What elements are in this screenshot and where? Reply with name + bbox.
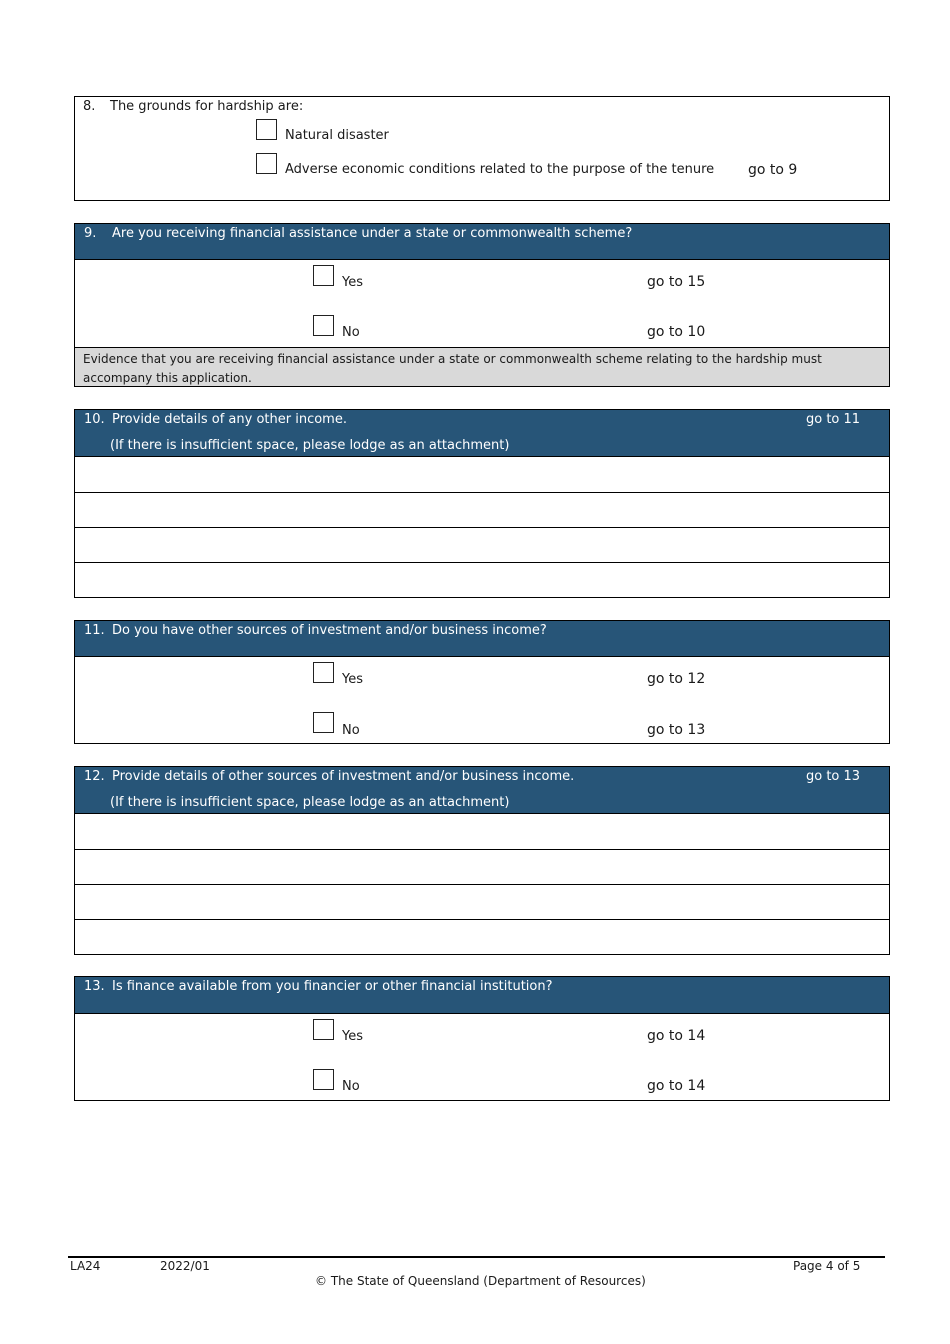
adverse-economic-checkbox[interactable] <box>256 153 277 174</box>
question-13-number: 13. <box>84 979 105 994</box>
question-13-header <box>75 977 889 1014</box>
natural-disaster-label: Natural disaster <box>285 128 389 143</box>
question-9-options <box>75 260 889 347</box>
question-13-section <box>74 976 890 1101</box>
question-12-text: Provide details of other sources of investment and/or business income. <box>112 769 575 784</box>
question-13-options <box>75 1014 889 1100</box>
natural-disaster-checkbox[interactable] <box>256 119 277 140</box>
q11-no-label: No <box>342 723 360 738</box>
q11-yes-checkbox[interactable] <box>313 662 334 683</box>
question-8-number: 8. <box>83 99 96 114</box>
q9-yes-goto: go to 15 <box>647 274 706 290</box>
question-10-header <box>75 410 889 457</box>
question-12-note: (If there is insufficient space, please lodge as an attachment) <box>110 795 510 810</box>
question-13-text: Is finance available from you financier or other financial institution? <box>112 979 553 994</box>
q11-no-checkbox[interactable] <box>313 712 334 733</box>
question-10-note: (If there is insufficient space, please lodge as an attachment) <box>110 438 510 453</box>
footer-divider <box>68 1256 885 1258</box>
q9-no-goto: go to 10 <box>647 324 706 340</box>
q13-no-label: No <box>342 1079 360 1094</box>
question-11-options <box>75 657 889 743</box>
q9-yes-checkbox[interactable] <box>313 265 334 286</box>
question-9-text: Are you receiving financial assistance under a state or commonwealth scheme? <box>112 226 633 241</box>
income-details-line-4[interactable] <box>75 562 889 596</box>
question-8-goto: go to 9 <box>748 162 798 178</box>
q9-no-checkbox[interactable] <box>313 315 334 336</box>
question-12-header <box>75 767 889 814</box>
investment-details-line-1[interactable] <box>75 814 889 849</box>
question-12-section <box>74 766 890 955</box>
question-11-section <box>74 620 890 744</box>
question-10-section <box>74 409 890 598</box>
question-9-header <box>75 224 889 260</box>
q9-evidence-note: Evidence that you are receiving financial assistance under a state or commonwealth scheme relating to the hardship must accompany this application. <box>75 347 889 386</box>
q9-yes-label: Yes <box>342 275 363 290</box>
q13-yes-checkbox[interactable] <box>313 1019 334 1040</box>
income-details-line-2[interactable] <box>75 492 889 527</box>
footer-version: 2022/01 <box>160 1259 210 1273</box>
q11-yes-goto: go to 12 <box>647 671 706 687</box>
income-details-line-3[interactable] <box>75 527 889 562</box>
adverse-economic-label: Adverse economic conditions related to the purpose of the tenure <box>285 162 715 177</box>
question-11-header <box>75 621 889 657</box>
question-11-number: 11. <box>84 623 105 638</box>
question-10-goto: go to 11 <box>806 412 861 427</box>
investment-details-line-4[interactable] <box>75 919 889 953</box>
question-9-number: 9. <box>84 226 97 241</box>
question-12-number: 12. <box>84 769 105 784</box>
q11-yes-label: Yes <box>342 672 363 687</box>
footer-copyright: © The State of Queensland (Department of Resources) <box>315 1274 646 1288</box>
q9-no-label: No <box>342 325 360 340</box>
investment-details-line-2[interactable] <box>75 849 889 884</box>
question-10-number: 10. <box>84 412 105 427</box>
investment-details-line-3[interactable] <box>75 884 889 919</box>
question-9-section <box>74 223 890 387</box>
income-details-line-1[interactable] <box>75 457 889 492</box>
question-10-text: Provide details of any other income. <box>112 412 347 427</box>
question-11-text: Do you have other sources of investment and/or business income? <box>112 623 547 638</box>
q13-yes-goto: go to 14 <box>647 1028 706 1044</box>
footer-page-number: Page 4 of 5 <box>793 1259 861 1273</box>
q13-no-goto: go to 14 <box>647 1078 706 1094</box>
question-8-section <box>74 96 890 201</box>
question-12-goto: go to 13 <box>806 769 861 784</box>
question-8-text: The grounds for hardship are: <box>110 99 304 114</box>
q13-no-checkbox[interactable] <box>313 1069 334 1090</box>
q13-yes-label: Yes <box>342 1029 363 1044</box>
q11-no-goto: go to 13 <box>647 722 706 738</box>
footer-form-code: LA24 <box>70 1259 101 1273</box>
